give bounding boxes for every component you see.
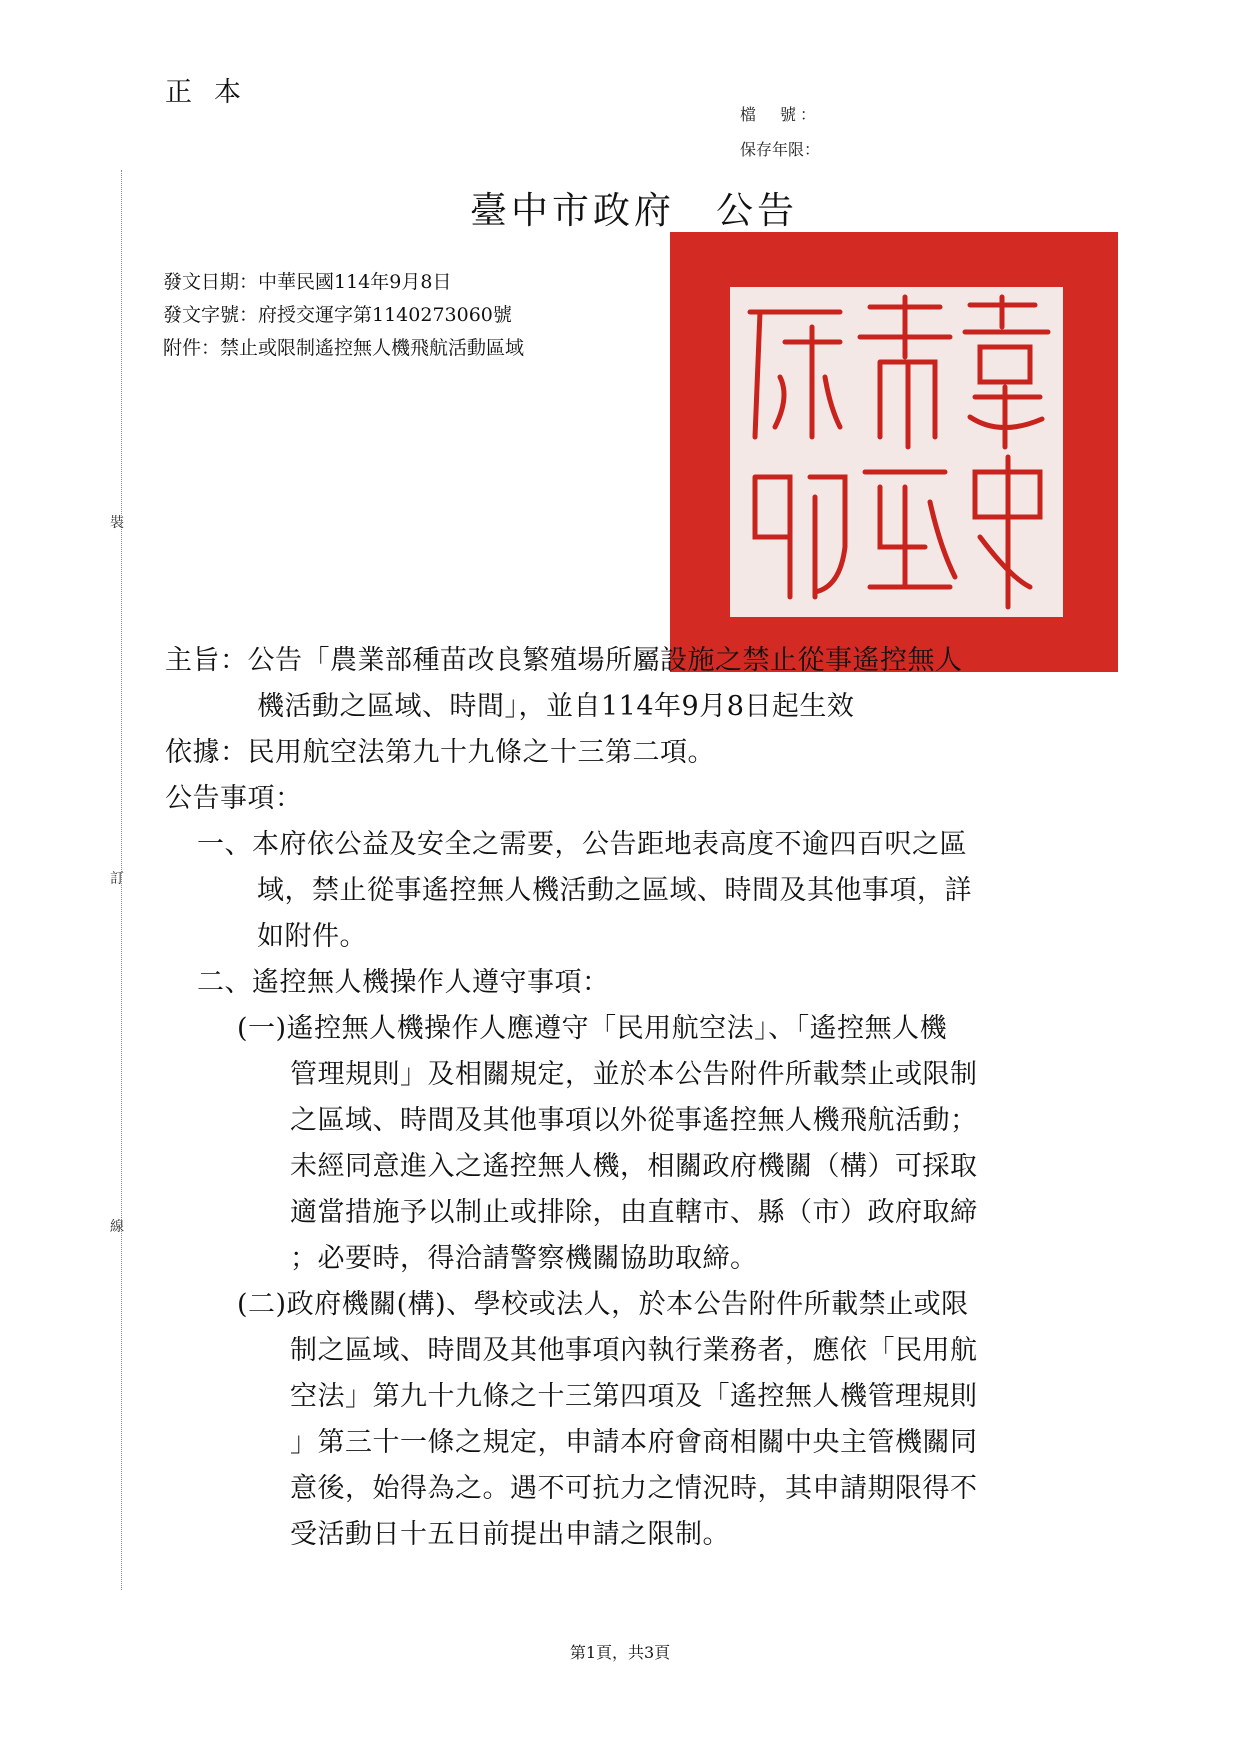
item2-1-line-1: (一)遙控無人機操作人應遵守「民用航空法」、「遙控無人機 <box>237 1013 948 1044</box>
item2-1-line-2: 管理規則」及相關規定，並於本公告附件所載禁止或限制 <box>290 1059 978 1090</box>
items-heading: 公告事項： <box>165 783 303 814</box>
item1-line-3: 如附件。 <box>257 921 367 952</box>
page-number: 第1頁，共3頁 <box>569 1643 671 1662</box>
copy-mark: 正本 <box>165 77 263 108</box>
item2-1-line-4: 未經同意進入之遙控無人機，相關政府機關（構）可採取 <box>290 1151 978 1182</box>
retention-period-label: 保存年限： <box>740 140 821 159</box>
official-seal <box>670 232 1118 672</box>
item2-2-line-4: 」第三十一條之規定，申請本府會商相關中央主管機關同 <box>290 1427 978 1458</box>
basis-line: 依據：民用航空法第九十九條之十三第二項。 <box>165 737 715 768</box>
binding-mark-bind: 裝 <box>110 515 124 531</box>
item2-1-line-3: 之區域、時間及其他事項以外從事遙控無人機飛航活動； <box>290 1105 978 1136</box>
seal-inner <box>730 287 1063 617</box>
issue-date: 發文日期：中華民國114年9月8日 <box>163 271 452 293</box>
item1-line-1: 一、本府依公益及安全之需要，公告距地表高度不逾四百呎之區 <box>197 829 967 860</box>
binding-mark-line: 線 <box>110 1219 124 1235</box>
document-title: 臺中市政府 公告 <box>470 189 798 232</box>
item2-2-line-1: (二)政府機關(構)、學校或法人，於本公告附件所載禁止或限 <box>237 1289 969 1320</box>
item2-2-line-5: 意後，始得為之。遇不可抗力之情況時，其申請期限得不 <box>290 1473 978 1504</box>
subject-line-2: 機活動之區域、時間」，並自114年9月8日起生效 <box>257 691 855 722</box>
item1-line-2: 域，禁止從事遙控無人機活動之區域、時間及其他事項，詳 <box>257 875 972 906</box>
item2-2-line-3: 空法」第九十九條之十三第四項及「遙控無人機管理規則 <box>290 1381 978 1412</box>
file-number-label: 檔 號： <box>740 105 821 124</box>
item2-1-line-5: 適當措施予以制止或排除，由直轄市、縣（市）政府取締 <box>290 1197 978 1228</box>
issue-number: 發文字號：府授交運字第1140273060號 <box>163 304 512 326</box>
item2-2-line-6: 受活動日十五日前提出申請之限制。 <box>290 1519 730 1550</box>
item2-2-line-2: 制之區域、時間及其他事項內執行業務者，應依「民用航 <box>290 1335 978 1366</box>
seal-glyphs <box>730 287 1063 617</box>
item2-heading: 二、遙控無人機操作人遵守事項： <box>197 967 610 998</box>
binding-mark-staple: 訂 <box>110 871 124 887</box>
subject-line-1: 主旨：公告「農業部種苗改良繁殖場所屬設施之禁止從事遙控無人 <box>165 645 963 676</box>
attachment-line: 附件：禁止或限制遙控無人機飛航活動區域 <box>163 337 525 359</box>
item2-1-line-6: ；必要時，得洽請警察機關協助取締。 <box>290 1243 758 1274</box>
